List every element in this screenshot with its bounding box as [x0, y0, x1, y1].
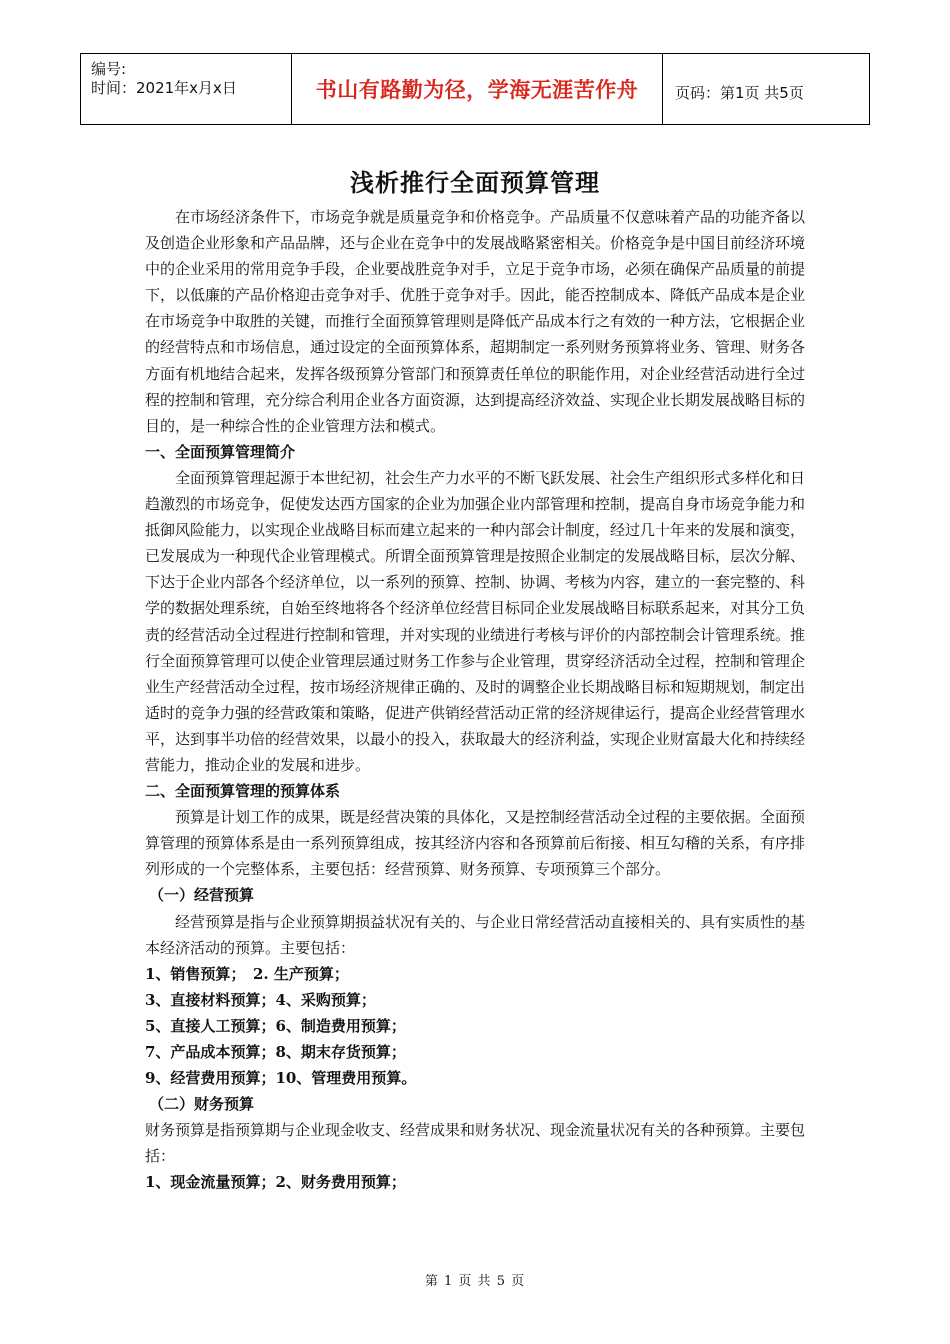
body-paragraph: 经营预算是指与企业预算期损益状况有关的、与企业日常经营活动直接相关的、具有实质性的基本经济活动的预算。主要包括： — [145, 912, 806, 957]
list-item: 5、直接人工预算；6、制造费用预算； — [145, 1016, 406, 1035]
body-paragraph: 在市场经济条件下，市场竞争就是质量竞争和价格竞争。产品质量不仅意味着产品的功能齐备以及创造企业形象和产品品牌，还与企业在竞争中的发展战略紧密相关。价格竞争是中国目前经济环境中的企业采用的常用竞争手段，企业要战胜竞争对手，立足于竞争市场，必须在确保产品质量的前提下，以低廉的产品价格迎击竞争对手、优胜于竞争对手。因此，能否控制成本、降低产品成本是企业在市场竞争中取胜的关键，而推行全面预算管理则是降低产品成本行之有效的一种方法，它根据企业的经营特点和市场信息，通过设定的全面预算体系，超期制定一系列财务预算将业务、管理、财务各方面有机地结合起来，发挥各级预算分管部门和预算责任单位的职能作用，对企业经营活动进行全过程的控制和管理，充分综合利用企业各方面资源，达到提高经济效益、实现企业长期发展战略目标的目的，是一种综合性的企业管理方法和模式。 — [145, 208, 806, 435]
list-item: 3、直接材料预算；4、采购预算； — [145, 990, 376, 1009]
header-motto: 书山有路勤为径，学海无涯苦作舟 — [292, 54, 663, 125]
header-page-number: 页码：第1页 共5页 — [663, 54, 870, 125]
header-table — [80, 53, 870, 125]
document-body — [145, 204, 805, 1196]
list-item: 1、现金流量预算；2、财务费用预算； — [145, 1173, 406, 1192]
document-title: 浅析推行全面预算管理 — [350, 168, 600, 197]
document-number-label: 编号: — [91, 60, 127, 78]
body-paragraph: 财务预算是指预算期与企业现金收支、经营成果和财务状况、现金流量状况有关的各种预算。主要包括： — [145, 1121, 806, 1166]
list-item: 9、经营费用预算；10、管理费用预算。 — [145, 1069, 417, 1088]
document-date-label: 时间：2021年x月x日 — [91, 79, 237, 97]
body-paragraph: 全面预算管理起源于本世纪初，社会生产力水平的不断飞跃发展、社会生产组织形式多样化和日趋激烈的市场竞争，促使发达西方国家的企业为加强企业内部管理和控制，提高自身市场竞争能力和抵御风险能力，以实现企业战略目标而建立起来的一种内部会计制度，经过几十年来的发展和演变，已发展成为一种现代企业管理模式。所谓全面预算管理是按照企业制定的发展战略目标，层次分解、下达于企业内部各个经济单位，以一系列的预算、控制、协调、考核为内容，建立的一套完整的、科学的数据处理系统，自始至终地将各个经济单位经营目标同企业发展战略目标联系起来，对其分工负责的经营活动全过程进行控制和管理，并对实现的业绩进行考核与评价的内部控制会计管理系统。推行全面预算管理可以使企业管理层通过财务工作参与企业管理，贯穿经济活动全过程，控制和管理企业生产经营活动全过程，按市场经济规律正确的、及时的调整企业长期战略目标和短期规划，制定出适时的竞争力强的经营政策和策略，促进产供销经营活动正常的经济规律运行，提高企业经营管理水平，达到事半功倍的经营效果，以最小的投入，获取最大的经济利益，实现企业财富最大化和持续经营能力，推动企业的发展和进步。 — [145, 468, 806, 774]
body-paragraph: 预算是计划工作的成果，既是经营决策的具体化，又是控制经营活动全过程的主要依据。全面预算管理的预算体系是由一系列预算组成，按其经济内容和各预算前后衔接、相互勾稽的关系，有序排列形成的一个完整体系，主要包括：经营预算、财务预算、专项预算三个部分。 — [145, 808, 806, 879]
header-meta-cell — [81, 54, 292, 125]
section-heading: 一、全面预算管理简介 — [145, 442, 296, 461]
subsection-heading: （一）经营预算 — [149, 886, 255, 905]
subsection-heading: （二）财务预算 — [149, 1095, 255, 1114]
page-footer: 第 1 页 共 5 页 — [424, 1274, 526, 1289]
list-item: 7、产品成本预算；8、期末存货预算； — [145, 1043, 406, 1061]
list-item: 1、销售预算； 2. 生产预算； — [145, 964, 349, 983]
section-heading: 二、全面预算管理的预算体系 — [145, 782, 341, 801]
